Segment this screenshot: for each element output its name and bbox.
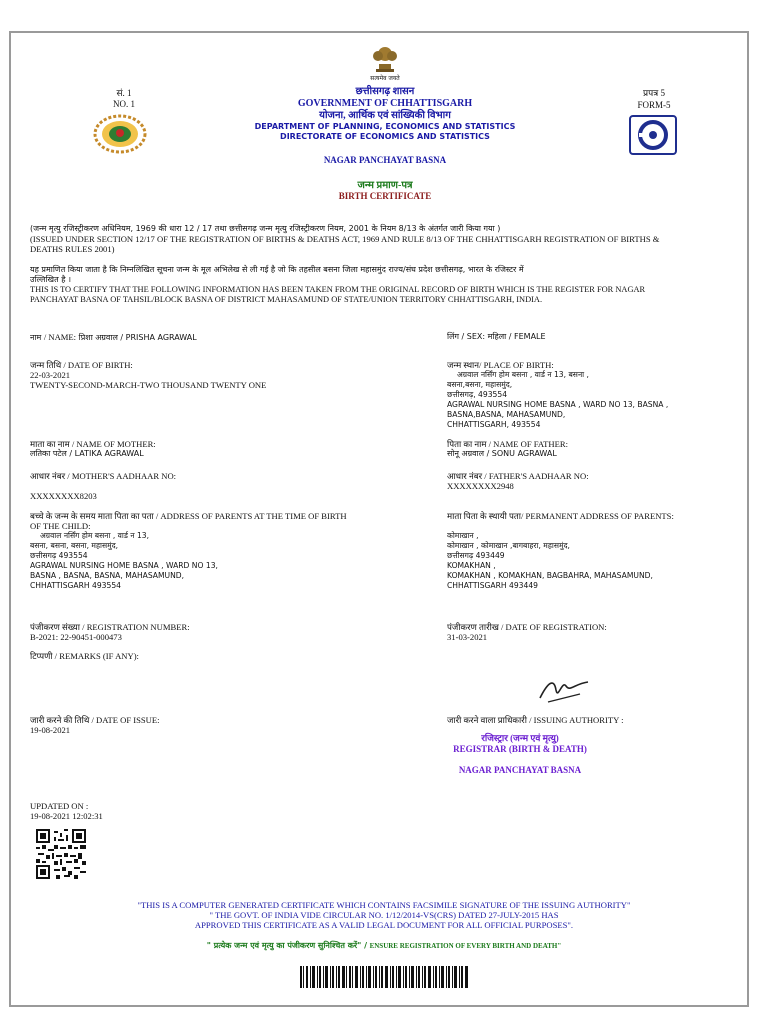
registration-date-block bbox=[447, 622, 607, 642]
chhattisgarh-seal-icon bbox=[92, 114, 148, 154]
issued-under-section bbox=[30, 224, 742, 254]
emblem-motto: सत्यमेव जयते bbox=[370, 75, 400, 82]
form-label-hindi: प्रपत्र 5 bbox=[643, 88, 665, 98]
number-label: NO. 1 bbox=[113, 99, 135, 109]
panchayat-title: NAGAR PANCHAYAT BASNA bbox=[323, 155, 447, 165]
place-of-birth-label: जन्म स्थान/ PLACE OF BIRTH: bbox=[447, 360, 554, 370]
footer-notice-line-2: " THE GOVT. OF INDIA VIDE CIRCULAR NO. 1/12/2014-VS(CRS) DATED 27-JULY-2015 HAS bbox=[209, 910, 559, 920]
government-title: GOVERNMENT OF CHHATTISGARH bbox=[297, 98, 473, 109]
registration-date-value: 31-03-2021 bbox=[447, 632, 488, 642]
date-of-birth-words: TWENTY-SECOND-MARCH-TWO THOUSAND TWENTY ONE bbox=[30, 380, 267, 390]
barcode-icon bbox=[300, 966, 468, 988]
mother-aadhaar-value: XXXXXXXX8203 bbox=[30, 491, 97, 501]
address-at-birth-label-line-1: बच्चे के जन्म के समय माता पिता का पता / ADDRESS OF PARENTS AT THE TIME OF BIRTH bbox=[30, 511, 347, 521]
directorate-title: DIRECTORATE OF ECONOMICS AND STATISTICS bbox=[280, 132, 490, 141]
registration-number-value: B-2021: 22-90451-000473 bbox=[30, 632, 122, 642]
certify-hindi-line-2: उल्लिखित है । bbox=[30, 275, 72, 284]
permanent-address-english-line-2: KOMAKHAN , KOMAKHAN, BAGBAHRA, MAHASAMUND, bbox=[447, 571, 653, 580]
issued-hindi: (जन्म मृत्यु रजिस्ट्रीकरण अधिनियम, 1969 की धारा 12 / 17 तथा छत्तीसगढ़ जन्म मृत्यु रजिस्ट्रीकरण नियम, 2001 के नियम 8/13 के अंतर्गत जारी किया गया ) bbox=[30, 224, 501, 233]
name-label-hindi: नाम bbox=[30, 333, 42, 342]
father-aadhaar-value: XXXXXXXX2948 bbox=[447, 481, 514, 491]
department-title-hindi: योजना, आर्थिक एवं सांख्यिकी विभाग bbox=[319, 110, 451, 121]
footer-notice bbox=[20, 900, 748, 930]
updated-on-value: 19-08-2021 12:02:31 bbox=[30, 811, 103, 821]
sex-field bbox=[447, 332, 546, 342]
father-name-label: पिता का नाम / NAME OF FATHER: bbox=[447, 439, 568, 449]
certificate-title: BIRTH CERTIFICATE bbox=[338, 191, 432, 201]
address-at-birth-block bbox=[30, 511, 347, 591]
place-of-birth-block bbox=[447, 360, 668, 430]
place-of-birth-english-line-2: BASNA,BASNA, MAHASAMUND, bbox=[447, 410, 566, 419]
address-at-birth-hindi-line-2: बसना, बसना, बसना, महासमुंद, bbox=[30, 541, 119, 550]
place-of-birth-hindi-line-1: अग्रवाल नर्सिंग होम बसना , वार्ड न 13, बसना , bbox=[457, 370, 589, 379]
signature-icon bbox=[534, 672, 594, 708]
form-label: FORM-5 bbox=[637, 100, 671, 110]
qr-code-icon bbox=[36, 829, 86, 879]
address-at-birth-english-line-2: BASNA , BASNA, BASNA, MAHASAMUND, bbox=[30, 571, 185, 580]
date-of-birth-block bbox=[30, 360, 266, 390]
remarks-label: टिप्पणी / REMARKS (IF ANY): bbox=[30, 651, 139, 661]
issued-english-line-2: DEATHS RULES 2001) bbox=[30, 244, 115, 254]
address-at-birth-hindi-line-1: अग्रवाल नर्सिंग होम बसना , वार्ड न 13, bbox=[40, 531, 150, 540]
footer-slogan-hindi: " प्रत्येक जन्म एवं मृत्यु का पंजीकरण सुनिश्चित करें" / bbox=[206, 941, 368, 950]
mother-aadhaar-label: आधार नंबर / MOTHER'S AADHAAR NO: bbox=[30, 471, 177, 481]
updated-on-label: UPDATED ON : bbox=[30, 801, 89, 811]
updated-on-block bbox=[30, 801, 103, 821]
certify-english-line-1: THIS IS TO CERTIFY THAT THE FOLLOWING INFORMATION HAS BEEN TAKEN FROM THE ORIGINAL RECORD OF BIRTH WHICH IS THE REGISTER FOR NAGAR bbox=[30, 285, 646, 294]
mother-name-label: माता का नाम / NAME OF MOTHER: bbox=[30, 439, 156, 449]
issue-date-block bbox=[30, 715, 160, 735]
footer-slogan bbox=[20, 941, 748, 951]
certify-paragraph bbox=[30, 265, 742, 305]
father-name-value: सोनू अग्रवाल / SONU AGRAWAL bbox=[447, 449, 557, 458]
mother-name-value: लतिका पटेल / LATIKA AGRAWAL bbox=[30, 449, 144, 458]
place-of-birth-hindi-line-3: छत्तीसगढ़, 493554 bbox=[447, 390, 508, 399]
father-aadhaar-label: आधार नंबर / FATHER'S AADHAAR NO: bbox=[447, 471, 589, 481]
certify-english-line-2: PANCHAYAT BASNA OF TAHSIL/BLOCK BASNA OF DISTRICT MAHASAMUND OF STATE/UNION TERRITORY CHHATTISGARH, INDIA. bbox=[30, 295, 543, 304]
certificate-title-hindi: जन्म प्रमाण-पत्र bbox=[357, 180, 413, 191]
place-of-birth-english-line-3: CHHATTISGARH, 493554 bbox=[447, 420, 541, 429]
issued-english-line-1: (ISSUED UNDER SECTION 12/17 OF THE REGISTRATION OF BIRTHS & DEATHS ACT, 1969 AND RULE 8/13 OF THE CHHATTISGARH REGISTRATION OF BIRTHS & bbox=[30, 234, 660, 244]
mother-name-block bbox=[30, 439, 156, 459]
number-label-hindi: सं. 1 bbox=[116, 88, 132, 98]
permanent-address-label: माता पिता के स्थायी पता/ PERMANENT ADDRESS OF PARENTS: bbox=[447, 511, 674, 521]
issuing-office: NAGAR PANCHAYAT BASNA bbox=[458, 765, 582, 775]
permanent-address-hindi-line-1: कोमाखान , bbox=[447, 531, 479, 540]
date-of-birth-value: 22-03-2021 bbox=[30, 370, 71, 380]
footer-notice-line-3: APPROVED THIS CERTIFICATE AS A VALID LEGAL DOCUMENT FOR ALL OFFICIAL PURPOSES". bbox=[194, 920, 574, 930]
registrar-title-hindi: रजिस्ट्रार (जन्म एवं मृत्यु) bbox=[481, 733, 559, 743]
address-at-birth-hindi-line-3: छत्तीसगढ़ 493554 bbox=[30, 551, 88, 560]
issue-date-label: जारी करने की तिथि / DATE OF ISSUE: bbox=[30, 715, 160, 725]
place-of-birth-english-line-1: AGRAWAL NURSING HOME BASNA , WARD NO 13, BASNA , bbox=[447, 400, 669, 409]
footer-slogan-english: ENSURE REGISTRATION OF EVERY BIRTH AND DEATH" bbox=[369, 942, 562, 950]
footer-notice-line-1: "THIS IS A COMPUTER GENERATED CERTIFICATE WHICH CONTAINS FACSIMILE SIGNATURE OF THE ISSUING AUTHORITY" bbox=[137, 900, 631, 910]
place-of-birth-hindi-line-2: बसना,बसना, महासमुंद, bbox=[447, 380, 513, 389]
permanent-address-english-line-1: KOMAKHAN , bbox=[447, 561, 496, 570]
sex-value: महिला / FEMALE bbox=[487, 332, 546, 341]
registration-number-label: पंजीकरण संख्या / REGISTRATION NUMBER: bbox=[30, 622, 190, 632]
issuing-authority-label: जारी करने वाला प्राधिकारी / ISSUING AUTHORITY : bbox=[447, 715, 624, 725]
department-logo-icon bbox=[629, 115, 677, 155]
registrar-title: REGISTRAR (BIRTH & DEATH) bbox=[453, 744, 587, 754]
registration-number-block bbox=[30, 622, 190, 642]
address-at-birth-english-line-3: CHHATTISGARH 493554 bbox=[30, 581, 121, 590]
permanent-address-block bbox=[447, 511, 674, 591]
sex-label: लिंग / SEX: bbox=[447, 332, 486, 341]
address-at-birth-english-line-1: AGRAWAL NURSING HOME BASNA , WARD NO 13, bbox=[30, 561, 218, 570]
permanent-address-english-line-3: CHHATTISGARH 493449 bbox=[447, 581, 538, 590]
certify-hindi-line-1: यह प्रमाणित किया जाता है कि निम्नलिखित सूचना जन्म के मूल अभिलेख से ली गई है जो कि तहसील बसना जिला महासमुंद राज्य/संघ प्रदेश छत्तीसगढ़, भारत के रजिस्टर में bbox=[30, 265, 524, 274]
date-of-birth-label: जन्म तिथि / DATE OF BIRTH: bbox=[30, 360, 133, 370]
government-title-hindi: छत्तीसगढ़ शासन bbox=[355, 86, 415, 97]
permanent-address-hindi-line-2: कोमाखान , कोमाखान ,बागबाहरा, महासमुंद, bbox=[447, 541, 570, 550]
issue-date-value: 19-08-2021 bbox=[30, 725, 71, 735]
department-title: DEPARTMENT OF PLANNING, ECONOMICS AND STATISTICS bbox=[254, 122, 516, 131]
permanent-address-hindi-line-3: छत्तीसगढ़ 493449 bbox=[447, 551, 505, 560]
name-field bbox=[30, 332, 197, 343]
father-name-block bbox=[447, 439, 568, 459]
name-value: प्रिशा अग्रवाल / PRISHA AGRAWAL bbox=[78, 333, 197, 342]
name-label: / NAME: bbox=[43, 332, 77, 342]
registration-date-label: पंजीकरण तारीख / DATE OF REGISTRATION: bbox=[447, 622, 607, 632]
address-at-birth-label-line-2: OF THE CHILD: bbox=[30, 521, 91, 531]
